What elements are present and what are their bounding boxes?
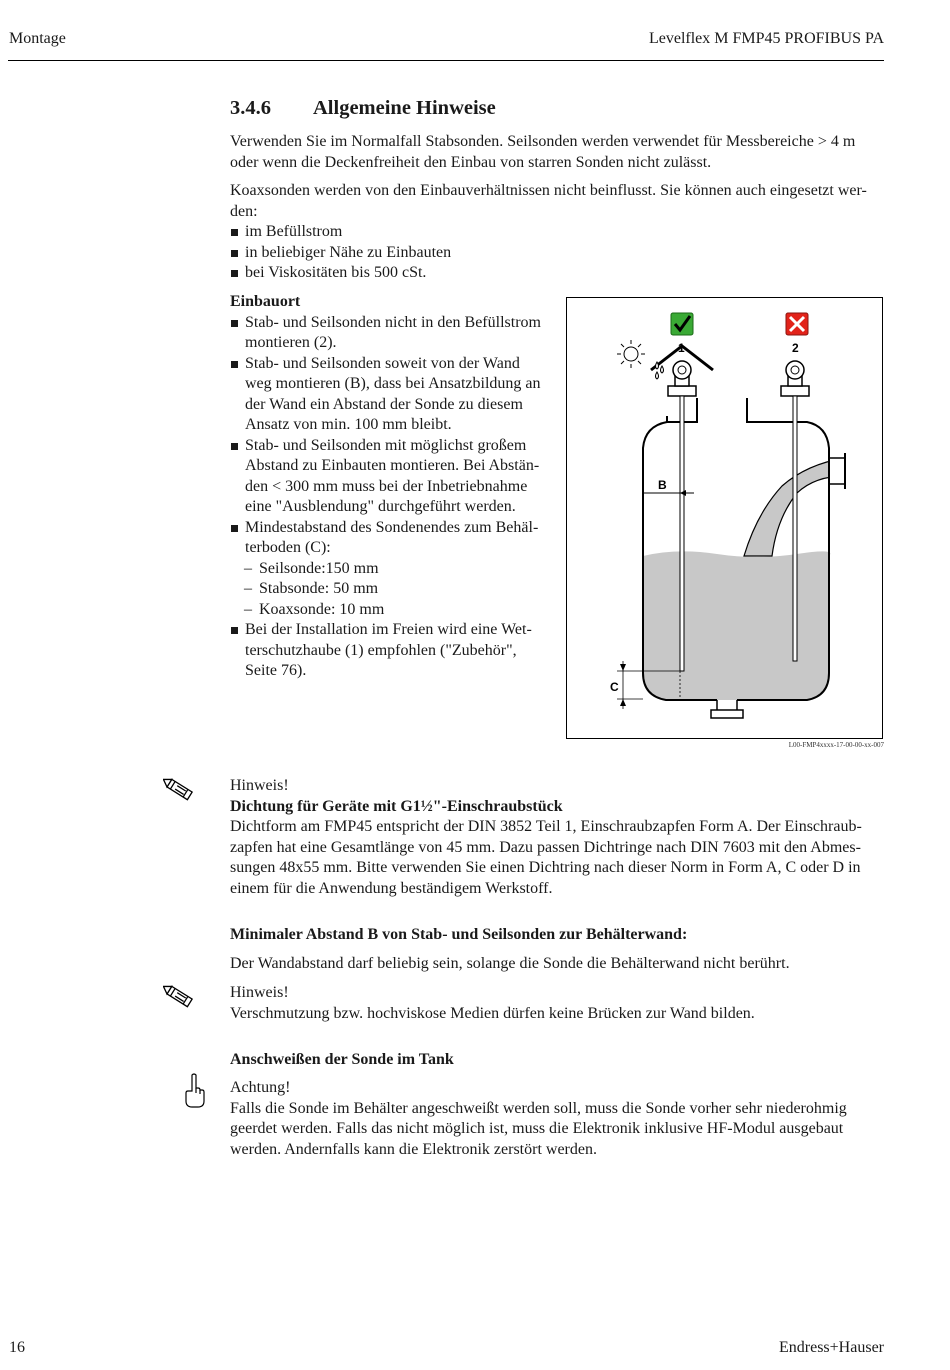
einbauort-block xyxy=(230,292,560,682)
text-line: Koaxsonden werden von den Einbauverhältnissen nicht beinflusst. Sie können auch eingesetzt wer- xyxy=(230,182,867,199)
running-header-section: Montage xyxy=(9,30,66,47)
text-line: oder wenn die Deckenfreiheit den Einbau von starren Sonden nicht zulässt. xyxy=(230,153,712,171)
text-line: terboden (C): xyxy=(245,539,331,556)
caution-block xyxy=(230,1078,885,1160)
intro-paragraph-1 xyxy=(230,132,885,173)
minabstand-heading: Minimaler Abstand B von Stab- und Seilsonden zur Behälterwand: xyxy=(230,926,688,943)
tank-diagram xyxy=(567,298,882,738)
caution-label: Achtung! xyxy=(230,1079,291,1096)
section-number: 3.4.6 xyxy=(230,97,271,119)
list-item xyxy=(230,436,560,518)
list-item xyxy=(230,354,560,436)
footer-brand: Endress+Hauser xyxy=(779,1339,884,1356)
text-line: Mindestabstand des Sondenendes zum Behäl- xyxy=(245,518,539,536)
dash-item: – Seilsonde:150 mm xyxy=(230,559,560,580)
figure-caption: L00-FMP4xxxx-17-00-00-xx-007 xyxy=(788,741,884,749)
text-line: werden. Andernfalls kann die Elektronik zerstört werden. xyxy=(230,1140,597,1158)
text-line: Dichtform am FMP45 entspricht der DIN 3852 Teil 1, Einschraubzapfen Form A. Der Einschraub- xyxy=(230,818,862,835)
dash-item: – Koaxsonde: 10 mm xyxy=(230,600,560,621)
note-text: Verschmutzung bzw. hochviskose Medien dürfen keine Brücken zur Wand bilden. xyxy=(230,1004,755,1022)
dash-item: – Stabsonde: 50 mm xyxy=(230,579,560,600)
text-line: montieren (2). xyxy=(245,334,337,351)
inlet-pipe xyxy=(829,458,845,484)
text-line: eine "Ausblendung" durchgeführt werden. xyxy=(245,498,516,515)
anschweissen-heading: Anschweißen der Sonde im Tank xyxy=(230,1051,454,1068)
page-number: 16 xyxy=(9,1339,25,1356)
header-rule xyxy=(8,60,884,61)
section-heading xyxy=(230,97,496,120)
pencil-note-icon xyxy=(163,776,199,811)
liquid-fill xyxy=(643,551,830,700)
list-item: im Befüllstrom xyxy=(230,222,885,243)
outlet-flange xyxy=(711,700,743,718)
text-line: sungen 48x55 mm. Bitte verwenden Sie einen Dichtring nach dieser Norm in Form A, C oder D in xyxy=(230,859,861,876)
installation-figure xyxy=(566,297,883,739)
section-title: Allgemeine Hinweise xyxy=(313,97,496,119)
list-item xyxy=(230,518,560,559)
text-line: Seite 76). xyxy=(245,662,307,679)
text-line: den < 300 mm muss bei der Inbetriebnahme xyxy=(245,477,528,495)
check-icon xyxy=(671,313,693,335)
probe-2-head xyxy=(786,361,804,379)
list-item xyxy=(230,313,560,354)
note-label: Hinweis! xyxy=(230,777,289,794)
einbauort-heading: Einbauort xyxy=(230,293,301,310)
text-line: Bei der Installation im Freien wird eine Wet- xyxy=(245,621,532,638)
label-c: C xyxy=(610,680,619,694)
text-line: Falls die Sonde im Behälter angeschweißt werden soll, muss die Sonde vorher sehr niederohmig xyxy=(230,1099,847,1117)
list-item: bei Viskositäten bis 500 cSt. xyxy=(230,263,885,284)
text-line: Verwenden Sie im Normalfall Stabsonden. Seilsonden werden verwendet für Messbereiche > 4 m xyxy=(230,133,856,150)
list-item: in beliebiger Nähe zu Einbauten xyxy=(230,243,885,264)
running-header-product: Levelflex M FMP45 PROFIBUS PA xyxy=(648,30,884,47)
text-line: Stab- und Seilsonden soweit von der Wand xyxy=(245,354,520,372)
probe-1-flange xyxy=(668,386,696,396)
text-line: Abstand zu Einbauten montieren. Bei Abstän- xyxy=(245,457,540,474)
text-line: den: xyxy=(230,202,258,220)
probe-1-head xyxy=(673,361,691,379)
pencil-note-icon xyxy=(163,983,199,1018)
text-line: weg montieren (B), dass bei Ansatzbildung an xyxy=(245,375,541,392)
text-line: terschutzhaube (1) empfohlen ("Zubehör", xyxy=(245,641,517,659)
minabstand-text: Der Wandabstand darf beliebig sein, solange die Sonde die Behälterwand nicht berührt. xyxy=(230,955,790,972)
label-1: 1 xyxy=(678,341,685,355)
text-line: Stab- und Seilsonden mit möglichst großem xyxy=(245,436,527,454)
text-line: der Wand ein Abstand der Sonde zu diesem xyxy=(245,395,523,413)
list-item xyxy=(230,620,560,682)
text-line: Ansatz von min. 100 mm bleibt. xyxy=(245,416,452,433)
note-label: Hinweis! xyxy=(230,984,289,1001)
note-dichtung xyxy=(230,776,885,899)
sun-icon xyxy=(617,340,645,368)
text-line: einem für die Anwendung beständigem Werkstoff. xyxy=(230,879,553,897)
note-verschmutzung xyxy=(230,983,885,1024)
text-line: Stab- und Seilsonden nicht in den Befüllstrom xyxy=(245,313,541,331)
label-2: 2 xyxy=(792,341,799,355)
probe-2-rod xyxy=(793,396,797,661)
intro-paragraph-2 xyxy=(230,181,885,284)
label-b: B xyxy=(658,478,667,492)
pointing-hand-icon xyxy=(184,1073,206,1114)
text-line: geerdet werden. Falls das nicht möglich ist, muss die Elektronik inklusive HF-Modul ausgebaut xyxy=(230,1120,844,1137)
note-heading: Dichtung für Geräte mit G1½"-Einschraubstück xyxy=(230,797,563,815)
cross-icon xyxy=(786,313,808,335)
probe-2-flange xyxy=(781,386,809,396)
text-line: zapfen hat eine Gesamtlänge von 45 mm. Dazu passen Dichtringe nach DIN 7603 mit den Abmes- xyxy=(230,838,861,856)
probe-1-rod xyxy=(680,396,684,671)
